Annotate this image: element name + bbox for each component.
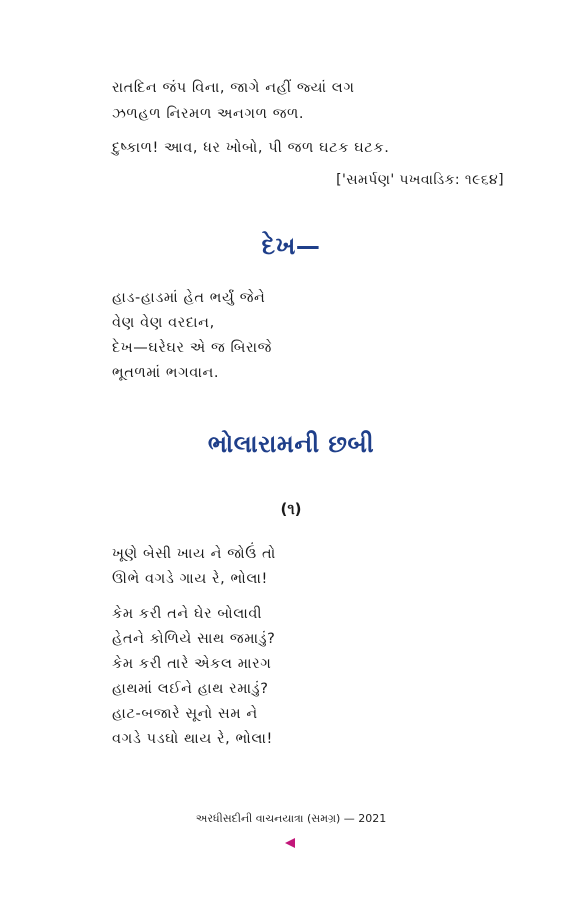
- poem-line: હાડ-હાડમાં હેત ભર્યું જેને: [112, 290, 266, 306]
- poem-line: રાતદિન જંપ વિના, જાગે નહીં જ્યાં લગ: [112, 80, 355, 96]
- poem-line: હાથમાં લઈને હાથ રમાડું?: [112, 681, 269, 697]
- page-footer: અરધીસદીની વાચનયાત્રા (સમગ્ર) — 2021: [195, 812, 387, 825]
- poem-line: ઝળહળ નિરમળ અનગળ જળ.: [112, 106, 305, 122]
- poem-line: કેમ કરી તારે એકલ મારગ: [112, 656, 272, 672]
- previous-page-arrow-icon[interactable]: [285, 838, 295, 848]
- poem-line: ખૂણે બેસી ખાય ને જોઉં તો: [112, 546, 276, 562]
- poem-line: હાટ-બજારે સૂનો સમ ને: [112, 706, 258, 722]
- poem-line: ઊભે વગડે ગાય રે, ભોલા!: [112, 571, 268, 587]
- poem-title: ભોલારામની છબી: [207, 430, 375, 458]
- section-number: (૧): [280, 500, 302, 518]
- poem-line: ભૂતળમાં ભગવાન.: [112, 365, 220, 381]
- poem-title: દેખ—: [261, 232, 321, 260]
- poem-line: કેમ કરી તને ઘેર બોલાવી: [112, 606, 263, 622]
- poem-line: વગડે પડઘો થાય રે, ભોલા!: [112, 731, 273, 747]
- poem-line: દેખ—ઘરેઘર એ જ બિરાજે: [112, 340, 272, 356]
- poem-attribution: ['સમર્પણ' પખવાડિક: ૧૯૬૪]: [336, 172, 504, 188]
- poem-line: દુષ્કાળ! આવ, ધર ખોબો, પી જળ ઘટક ઘટક.: [112, 140, 390, 156]
- poem-line: હેતને કોળિયે સાથ જમાડું?: [112, 631, 276, 647]
- poem-line: વેણ વેણ વરદાન,: [112, 315, 215, 331]
